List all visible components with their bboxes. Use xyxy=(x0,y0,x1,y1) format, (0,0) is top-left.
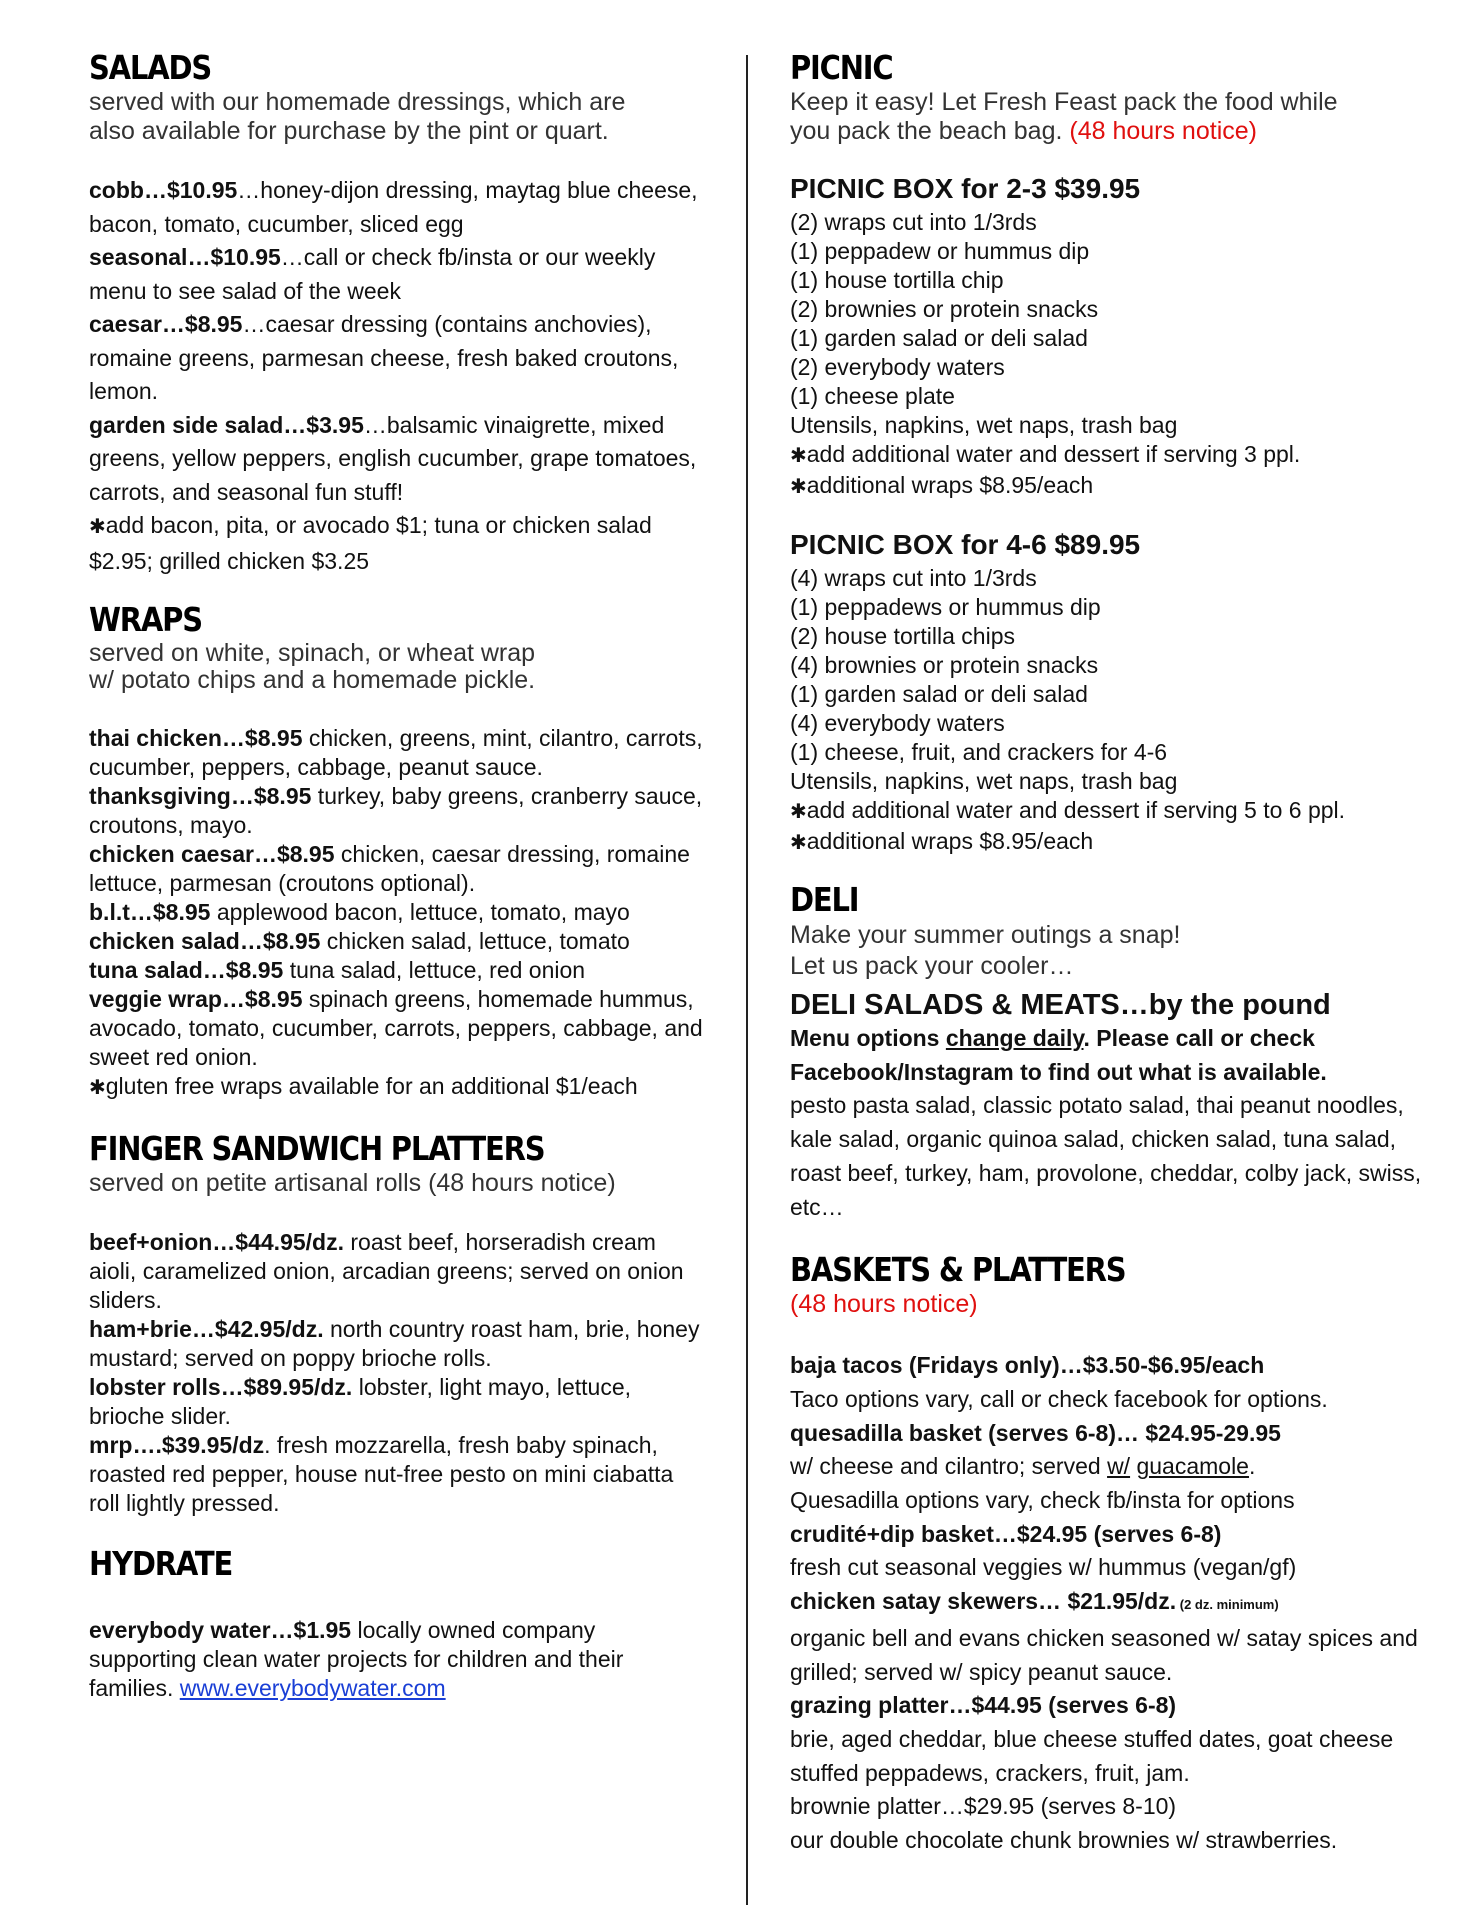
picnic-box-2-3-title: PICNIC BOX for 2-3 $39.95 xyxy=(790,173,1141,204)
hydrate-item: everybody water…$1.95 locally owned company supporting clean water projects for children and their families. www.everybodywater.com xyxy=(89,1617,624,1701)
wrap-item-blt: b.l.t…$8.95 applewood bacon, lettuce, tomato, mayo xyxy=(89,899,630,925)
basket-item-tacos-desc: Taco options vary, call or check facebook for options. xyxy=(790,1385,1328,1412)
list-item: (2) brownies or protein snacks xyxy=(790,296,1099,322)
basket-item-tacos-title: baja tacos (Fridays only)…$3.50-$6.95/each xyxy=(790,1352,1265,1379)
wrap-item-chicken-caesar: chicken caesar…$8.95 chicken, caesar dressing, romaine lettuce, parmesan (croutons optional). xyxy=(89,841,690,896)
finger-sandwich-section xyxy=(89,1129,704,1518)
asterisk-icon: ✱ xyxy=(790,832,807,854)
right-column xyxy=(790,48,1450,1858)
deli-list: pesto pasta salad, classic potato salad, thai peanut noodles, kale salad, organic quinoa salad, chicken salad, tuna salad, roast beef, turkey, ham, provolone, cheddar, colby jack, swiss, etc… xyxy=(790,1092,1422,1220)
finger-sandwich-heading: FINGER SANDWICH PLATTERS xyxy=(89,1129,545,1168)
picnic-intro: Keep it easy! Let Fresh Feast pack the food while you pack the beach bag. (48 hours notice) xyxy=(790,88,1338,145)
salad-item-caesar: caesar…$8.95…caesar dressing (contains anchovies), romaine greens, parmesan cheese, fresh baked croutons, lemon. xyxy=(89,311,679,404)
picnic-section xyxy=(790,48,1450,858)
salads-heading: SALADS xyxy=(89,48,212,87)
basket-item-satay-title: chicken satay skewers… $21.95/dz. (2 dz. minimum) xyxy=(790,1588,1279,1615)
picnic-box-2-3 xyxy=(790,172,1450,502)
basket-item-quesadilla-desc2: Quesadilla options vary, check fb/insta for options xyxy=(790,1487,1295,1514)
list-item: (1) cheese plate xyxy=(790,383,955,409)
picnic-heading: PICNIC xyxy=(790,48,893,87)
basket-item-crudite-desc: fresh cut seasonal veggies w/ hummus (vegan/gf) xyxy=(790,1554,1297,1581)
salad-item-cobb: cobb…$10.95…honey-dijon dressing, maytag blue cheese, bacon, tomato, cucumber, sliced egg xyxy=(89,177,698,237)
wraps-intro: served on white, spinach, or wheat wrap w/ potato chips and a homemade pickle. xyxy=(89,639,536,694)
wrap-item-thai-chicken: thai chicken…$8.95 chicken, greens, mint, cilantro, carrots, cucumber, peppers, cabbage, peanut sauce. xyxy=(89,725,703,780)
salads-addon-note: ✱add bacon, pita, or avocado $1; tuna or chicken salad $2.95; grilled chicken $3.25 xyxy=(89,512,652,574)
salad-item-seasonal: seasonal…$10.95…call or check fb/insta or our weekly menu to see salad of the week xyxy=(89,244,656,304)
asterisk-icon: ✱ xyxy=(89,516,106,538)
asterisk-icon: ✱ xyxy=(790,476,807,498)
wrap-item-veggie: veggie wrap…$8.95 spinach greens, homemade hummus, avocado, tomato, cucumber, carrots, peppers, cabbage, and sweet red onion. xyxy=(89,986,703,1070)
picnic-notice: (48 hours notice) xyxy=(1069,117,1257,145)
list-item-note: ✱additional wraps $8.95/each xyxy=(790,472,1094,498)
picnic-box-4-6-list xyxy=(790,564,1450,858)
list-item: Utensils, napkins, wet naps, trash bag xyxy=(790,412,1178,438)
basket-item-quesadilla-desc: w/ cheese and cilantro; served w/ guacamole. xyxy=(790,1453,1256,1480)
salads-intro: served with our homemade dressings, which are also available for purchase by the pint or quart. xyxy=(89,88,626,145)
basket-item-quesadilla-title: quesadilla basket (serves 6-8)… $24.95-29.95 xyxy=(790,1419,1281,1446)
list-item: (1) peppadew or hummus dip xyxy=(790,238,1090,264)
everybody-water-link[interactable]: www.everybodywater.com xyxy=(179,1675,446,1701)
baskets-items xyxy=(790,1349,1450,1858)
list-item-note: ✱additional wraps $8.95/each xyxy=(790,828,1094,854)
basket-item-crudite-title: crudité+dip basket…$24.95 (serves 6-8) xyxy=(790,1520,1222,1547)
list-item: (1) garden salad or deli salad xyxy=(790,325,1088,351)
platter-item-beef-onion: beef+onion…$44.95/dz. roast beef, horseradish cream aioli, caramelized onion, arcadian greens; served on onion sliders. xyxy=(89,1229,684,1313)
list-item: (1) garden salad or deli salad xyxy=(790,681,1088,707)
wraps-items xyxy=(89,724,704,1103)
list-item: (4) everybody waters xyxy=(790,710,1005,736)
deli-intro: Make your summer outings a snap! Let us pack your cooler… xyxy=(790,921,1181,980)
hydrate-heading: HYDRATE xyxy=(89,1544,233,1583)
baskets-heading: BASKETS & PLATTERS xyxy=(790,1251,1126,1290)
list-item-note: ✱add additional water and dessert if serving 3 ppl. xyxy=(790,441,1301,467)
picnic-box-4-6 xyxy=(790,528,1450,858)
platter-item-ham-brie: ham+brie…$42.95/dz. north country roast ham, brie, honey mustard; served on poppy brioche rolls. xyxy=(89,1316,700,1371)
asterisk-icon: ✱ xyxy=(790,445,807,467)
left-column xyxy=(89,48,704,1703)
deli-section xyxy=(790,880,1450,1224)
list-item: (1) house tortilla chip xyxy=(790,267,1004,293)
wrap-item-thanksgiving: thanksgiving…$8.95 turkey, baby greens, cranberry sauce, croutons, mayo. xyxy=(89,783,703,838)
picnic-box-4-6-title: PICNIC BOX for 4-6 $89.95 xyxy=(790,529,1141,560)
deli-subheading: DELI SALADS & MEATS…by the pound xyxy=(790,989,1331,1021)
baskets-notice: (48 hours notice) xyxy=(790,1290,978,1319)
column-divider xyxy=(746,55,748,1905)
basket-item-grazing-desc: brie, aged cheddar, blue cheese stuffed dates, goat cheese stuffed peppadews, crackers, fruit, jam. xyxy=(790,1725,1394,1786)
basket-item-grazing-title: grazing platter…$44.95 (serves 6-8) xyxy=(790,1692,1177,1719)
basket-item-satay-desc: organic bell and evans chicken seasoned w/ satay spices and grilled; served w/ spicy peanut sauce. xyxy=(790,1624,1418,1685)
wraps-gluten-free-note: ✱gluten free wraps available for an additional $1/each xyxy=(89,1073,638,1099)
list-item: (2) wraps cut into 1/3rds xyxy=(790,209,1037,235)
list-item: (4) brownies or protein snacks xyxy=(790,652,1099,678)
wrap-item-chicken-salad: chicken salad…$8.95 chicken salad, lettuce, tomato xyxy=(89,928,630,954)
salads-items xyxy=(89,174,704,578)
finger-sandwich-items xyxy=(89,1228,704,1518)
list-item: (1) cheese, fruit, and crackers for 4-6 xyxy=(790,739,1168,765)
finger-sandwich-intro: served on petite artisanal rolls (48 hours notice) xyxy=(89,1169,616,1197)
wraps-heading: WRAPS xyxy=(89,600,202,639)
salads-section xyxy=(89,48,704,578)
wraps-section xyxy=(89,600,704,1103)
list-item: (2) house tortilla chips xyxy=(790,623,1015,649)
asterisk-icon: ✱ xyxy=(790,801,807,823)
picnic-box-2-3-list xyxy=(790,208,1450,502)
hydrate-section xyxy=(89,1544,704,1703)
deli-options: Menu options change daily. Please call or check Facebook/Instagram to find out what is available. xyxy=(790,1025,1327,1085)
platter-item-lobster-rolls: lobster rolls…$89.95/dz. lobster, light mayo, lettuce, brioche slider. xyxy=(89,1374,632,1429)
asterisk-icon: ✱ xyxy=(89,1077,106,1099)
list-item: (2) everybody waters xyxy=(790,354,1005,380)
wrap-item-tuna-salad: tuna salad…$8.95 tuna salad, lettuce, red onion xyxy=(89,957,586,983)
deli-heading: DELI xyxy=(790,880,859,919)
list-item: (4) wraps cut into 1/3rds xyxy=(790,565,1037,591)
list-item-note: ✱add additional water and dessert if serving 5 to 6 ppl. xyxy=(790,797,1346,823)
platter-item-mrp: mrp….$39.95/dz. fresh mozzarella, fresh baby spinach, roasted red pepper, house nut-free pesto on mini ciabatta roll lightly pressed. xyxy=(89,1432,674,1516)
basket-item-brownie-desc: our double chocolate chunk brownies w/ strawberries. xyxy=(790,1827,1338,1854)
salad-item-garden: garden side salad…$3.95…balsamic vinaigrette, mixed greens, yellow peppers, english cucumber, grape tomatoes, carrots, and seasonal fun stuff! xyxy=(89,411,697,505)
list-item: Utensils, napkins, wet naps, trash bag xyxy=(790,768,1178,794)
baskets-section xyxy=(790,1251,1450,1858)
basket-item-brownie-title: brownie platter…$29.95 (serves 8-10) xyxy=(790,1793,1177,1820)
list-item: (1) peppadews or hummus dip xyxy=(790,594,1101,620)
